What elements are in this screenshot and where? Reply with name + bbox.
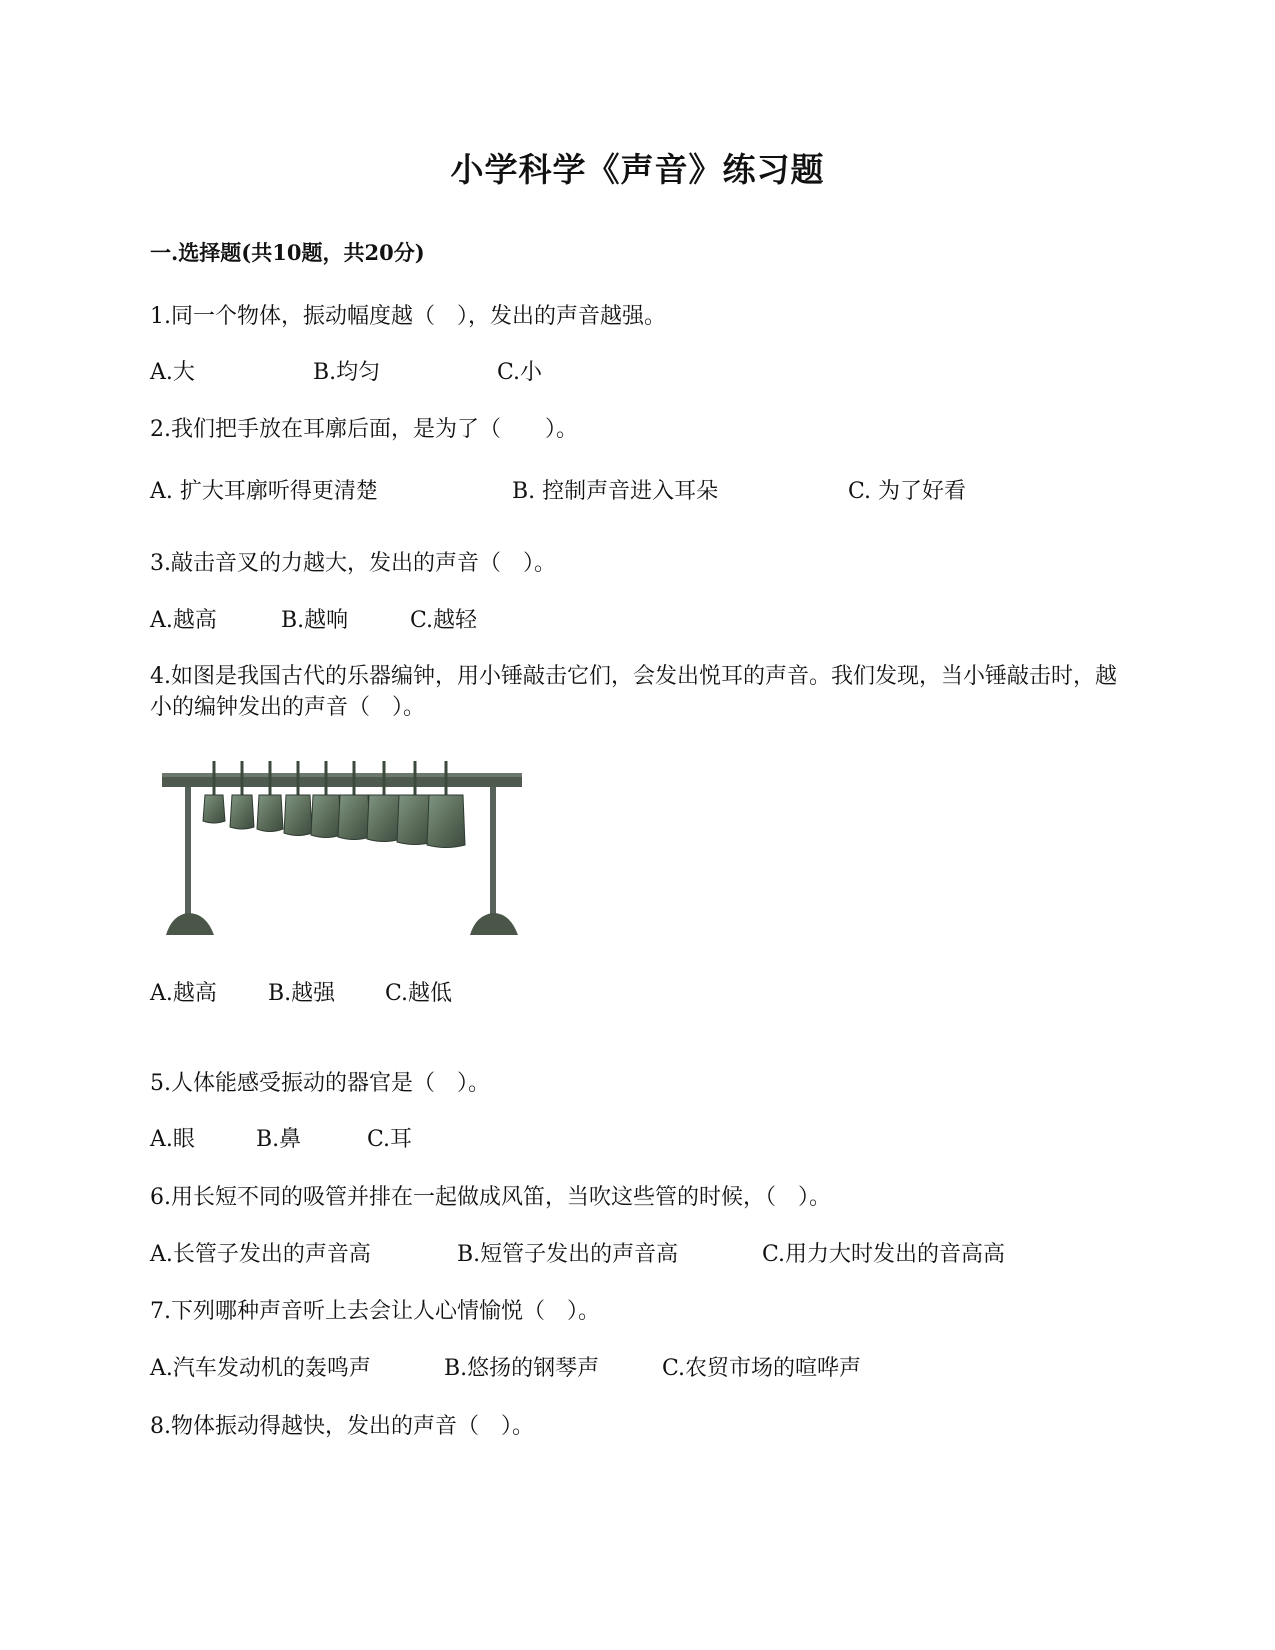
- q3-option-b: B.越响: [281, 608, 349, 633]
- right-post: [490, 787, 496, 915]
- question-8: 8.物体振动得越快，发出的声音（ ）。: [150, 1414, 534, 1439]
- q1-option-c: C.小: [497, 360, 543, 385]
- q1-option-a: A.大: [150, 360, 195, 385]
- bell-1: [203, 795, 225, 823]
- q7-option-a: A.汽车发动机的轰鸣声: [150, 1356, 371, 1381]
- question-6: 6.用长短不同的吸管并排在一起做成风笛，当吹这些管的时候，（ ）。: [150, 1185, 831, 1210]
- q2-option-b: B. 控制声音进入耳朵: [512, 479, 719, 504]
- q6-option-a: A.长管子发出的声音高: [150, 1242, 371, 1267]
- q6-option-c: C.用力大时发出的音高高: [762, 1242, 1006, 1267]
- bell-7: [367, 795, 401, 842]
- left-base: [166, 913, 214, 935]
- q2-option-a: A. 扩大耳廓听得更清楚: [150, 479, 378, 504]
- q1-option-b: B.均匀: [313, 360, 381, 385]
- q5-option-a: A.眼: [150, 1127, 195, 1152]
- bell-9: [427, 795, 465, 848]
- question-5: 5.人体能感受振动的器官是（ ）。: [150, 1071, 490, 1096]
- bell-3: [257, 795, 283, 832]
- question-4: 4.如图是我国古代的乐器编钟，用小锤敲击它们，会发出悦耳的声音。我们发现，当小锤敲击时，越小的编钟发出的声音（ ）。: [150, 664, 1117, 720]
- bell-6: [338, 795, 370, 840]
- question-1: 1.同一个物体，振动幅度越（ ），发出的声音越强。: [150, 304, 666, 329]
- q5-option-c: C.耳: [367, 1127, 413, 1152]
- bell-5: [311, 795, 341, 838]
- question-2: 2.我们把手放在耳廓后面，是为了（ ）。: [150, 417, 578, 442]
- section-heading: 一.选择题(共10题，共20分): [150, 240, 425, 265]
- q4-option-a: A.越高: [150, 981, 217, 1006]
- q4-option-c: C.越低: [385, 981, 453, 1006]
- question-3: 3.敲击音叉的力越大，发出的声音（ ）。: [150, 551, 556, 576]
- q6-option-b: B.短管子发出的声音高: [457, 1242, 679, 1267]
- beam-highlight: [162, 773, 522, 777]
- question-7: 7.下列哪种声音听上去会让人心情愉悦（ ）。: [150, 1299, 600, 1324]
- q7-option-c: C.农贸市场的喧哗声: [662, 1356, 862, 1381]
- bell-2: [230, 795, 254, 829]
- bianzhong-bells-icon: [152, 755, 532, 940]
- right-base: [470, 913, 518, 935]
- q3-option-c: C.越轻: [410, 608, 478, 633]
- q2-option-c: C. 为了好看: [848, 479, 967, 504]
- q4-option-b: B.越强: [268, 981, 336, 1006]
- q5-option-b: B.鼻: [256, 1127, 302, 1152]
- q7-option-b: B.悠扬的钢琴声: [444, 1356, 600, 1381]
- bells: [203, 795, 465, 848]
- bell-4: [284, 795, 312, 836]
- page-title: 小学科学《声音》练习题: [450, 150, 825, 189]
- q3-option-a: A.越高: [150, 608, 217, 633]
- left-post: [185, 787, 191, 915]
